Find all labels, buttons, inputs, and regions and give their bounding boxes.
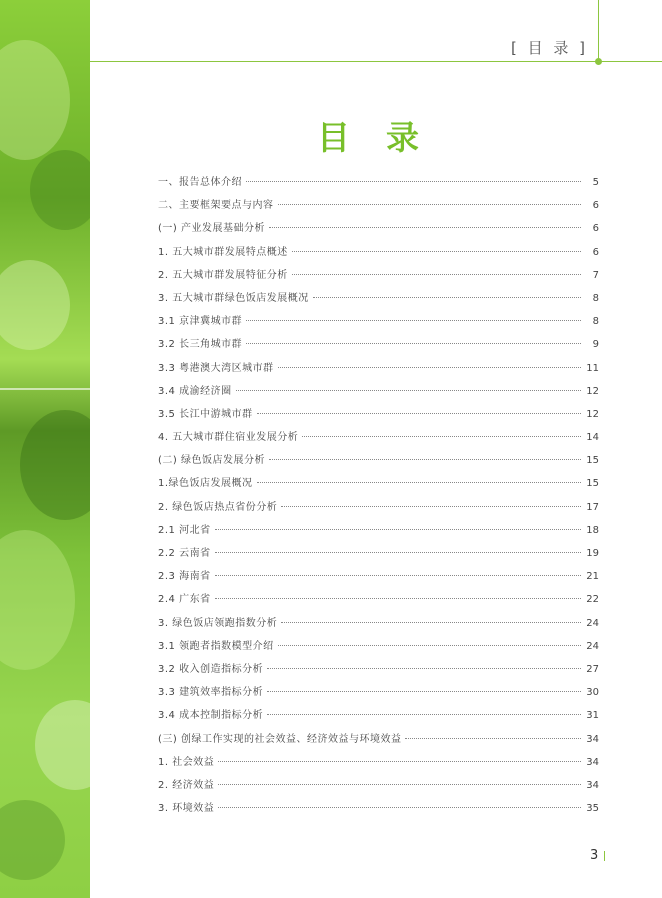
toc-leader-dots (215, 529, 581, 530)
toc-entry-page: 12 (586, 408, 599, 420)
toc-leader-dots (215, 575, 581, 576)
toc-leader-dots (302, 436, 581, 437)
toc-entry-label: 3.1 领跑者指数模型介绍 (158, 640, 274, 652)
toc-leader-dots (313, 297, 581, 298)
toc-entry-page: 6 (592, 200, 599, 212)
toc-entry[interactable] (158, 264, 599, 287)
toc-entry-page: 6 (592, 246, 599, 258)
toc-entry-label: 3.3 建筑效率指标分析 (158, 687, 264, 699)
toc-entry[interactable] (158, 496, 599, 519)
toc-entry-label: 3. 五大城市群绿色饭店发展概况 (158, 292, 309, 304)
toc-entry[interactable] (158, 797, 599, 820)
toc-entry[interactable] (158, 658, 599, 681)
toc-entry-label: (二) 绿色饭店发展分析 (158, 455, 265, 467)
toc-entry[interactable] (158, 333, 599, 356)
toc-leader-dots (246, 320, 581, 321)
toc-entry-page: 34 (586, 756, 599, 768)
toc-entry[interactable] (158, 681, 599, 704)
toc-entry-page: 19 (586, 548, 599, 559)
toc-entry-page: 7 (592, 269, 599, 281)
toc-leader-dots (269, 459, 581, 460)
toc-entry[interactable] (158, 194, 599, 217)
toc-entry[interactable] (158, 612, 599, 635)
toc-entry-page: 6 (592, 223, 599, 235)
toc-entry[interactable] (158, 565, 599, 588)
header-rule (90, 61, 662, 62)
toc-entry[interactable] (158, 310, 599, 333)
toc-entry[interactable] (158, 704, 599, 727)
toc-entry[interactable] (158, 426, 599, 449)
toc-entry-label: 4. 五大城市群住宿业发展分析 (158, 432, 299, 444)
toc-entry-label: 3.2 长三角城市群 (158, 339, 243, 351)
toc-entry[interactable] (158, 472, 599, 495)
toc-entry[interactable] (158, 542, 599, 565)
toc-entry[interactable] (158, 635, 599, 658)
toc-leader-dots (215, 598, 581, 599)
toc-entry-page: 9 (592, 339, 599, 351)
toc-entry-label: 2. 五大城市群发展特征分析 (158, 269, 288, 281)
toc-leader-dots (257, 413, 581, 414)
page-number-rule (604, 851, 605, 861)
toc-entry-label: 3.3 粤港澳大湾区城市群 (158, 362, 274, 374)
toc-entry-page: 15 (586, 455, 599, 467)
sidebar-texture (0, 530, 75, 670)
sidebar-texture (20, 410, 90, 520)
toc-entry-label: 3.1 京津冀城市群 (158, 316, 243, 328)
toc-entry-label: 2. 绿色饭店热点省份分析 (158, 501, 278, 513)
toc-leader-dots (292, 274, 581, 275)
toc-entry-page: 34 (586, 733, 599, 745)
running-header: [ 目 录 ] (510, 39, 588, 57)
toc-entry-label: 1. 五大城市群发展特点概述 (158, 246, 288, 258)
toc-entry-page: 5 (592, 177, 599, 188)
toc-entry[interactable] (158, 588, 599, 611)
toc-leader-dots (281, 506, 581, 507)
toc-leader-dots (269, 227, 581, 228)
toc-entry-page: 31 (586, 710, 599, 722)
sidebar-texture (30, 150, 90, 230)
toc-leader-dots (278, 204, 582, 205)
toc-entry[interactable] (158, 241, 599, 264)
toc-entry-page: 17 (586, 501, 599, 513)
toc-entry-label: (三) 创绿工作实现的社会效益、经济效益与环境效益 (158, 733, 402, 745)
toc-entry[interactable] (158, 171, 599, 194)
toc-leader-dots (278, 367, 581, 368)
toc-leader-dots (236, 390, 581, 391)
toc-entry[interactable] (158, 287, 599, 310)
toc-entry-page: 27 (586, 663, 599, 675)
toc-leader-dots (215, 552, 581, 553)
toc-entry-label: 3.4 成本控制指标分析 (158, 710, 264, 722)
sidebar-texture (0, 260, 70, 350)
toc-leader-dots (218, 807, 581, 808)
toc-entry[interactable] (158, 380, 599, 403)
toc-entry-page: 14 (586, 432, 599, 444)
toc-entry-label: 2.3 海南省 (158, 571, 211, 583)
sidebar-texture (35, 700, 90, 790)
toc-entry[interactable] (158, 774, 599, 797)
toc-leader-dots (405, 738, 581, 739)
toc-leader-dots (257, 482, 581, 483)
toc-entry-label: 3.4 成渝经济圈 (158, 385, 232, 397)
toc-entry[interactable] (158, 449, 599, 472)
toc-leader-dots (281, 622, 581, 623)
sidebar-divider (0, 388, 90, 390)
page-title: 目录 (317, 118, 455, 157)
toc-leader-dots (218, 761, 581, 762)
toc-entry-label: 3.2 收入创造指标分析 (158, 663, 264, 675)
toc-entry-label: 2. 经济效益 (158, 779, 215, 791)
toc-entry[interactable] (158, 217, 599, 240)
toc-entry[interactable] (158, 403, 599, 426)
toc-entry-label: 2.1 河北省 (158, 524, 211, 536)
header-vertical-rule (598, 0, 599, 62)
toc-entry-page: 18 (586, 524, 599, 536)
toc-entry-page: 24 (586, 617, 599, 629)
toc-leader-dots (246, 343, 581, 344)
toc-leader-dots (267, 668, 581, 669)
toc-entry-page: 34 (586, 779, 599, 791)
toc-entry-page: 21 (586, 571, 599, 583)
toc-entry-label: 1. 社会效益 (158, 756, 215, 768)
toc-entry-label: 2.2 云南省 (158, 548, 211, 559)
toc-leader-dots (246, 181, 581, 182)
toc-entry-page: 22 (586, 594, 599, 606)
toc-entry-label: (一) 产业发展基础分析 (158, 223, 265, 235)
header-rule-dot (595, 58, 602, 65)
toc-entry[interactable] (158, 519, 599, 542)
toc-entry-label: 1.绿色饭店发展概况 (158, 478, 253, 490)
table-of-contents (158, 171, 599, 820)
toc-entry-page: 8 (592, 316, 599, 328)
toc-entry-label: 2.4 广东省 (158, 594, 211, 606)
sidebar-texture (0, 800, 65, 880)
toc-leader-dots (278, 645, 581, 646)
toc-entry-page: 24 (586, 640, 599, 652)
toc-leader-dots (267, 691, 581, 692)
toc-entry-label: 一、报告总体介绍 (158, 177, 242, 188)
toc-entry-page: 15 (586, 478, 599, 490)
toc-entry-label: 3.5 长江中游城市群 (158, 408, 253, 420)
toc-entry-page: 30 (586, 687, 599, 699)
toc-entry-label: 3. 环境效益 (158, 803, 215, 815)
toc-entry-page: 8 (592, 292, 599, 304)
toc-entry-page: 12 (586, 385, 599, 397)
toc-entry[interactable] (158, 357, 599, 380)
toc-leader-dots (218, 784, 581, 785)
toc-leader-dots (267, 714, 581, 715)
toc-leader-dots (292, 251, 581, 252)
toc-entry[interactable] (158, 728, 599, 751)
toc-entry-label: 二、主要框架要点与内容 (158, 200, 274, 212)
page-number: 3 (590, 848, 599, 863)
toc-entry[interactable] (158, 751, 599, 774)
toc-entry-label: 3. 绿色饭店领跑指数分析 (158, 617, 278, 629)
toc-entry-page: 35 (586, 803, 599, 815)
toc-entry-page: 11 (586, 362, 599, 374)
